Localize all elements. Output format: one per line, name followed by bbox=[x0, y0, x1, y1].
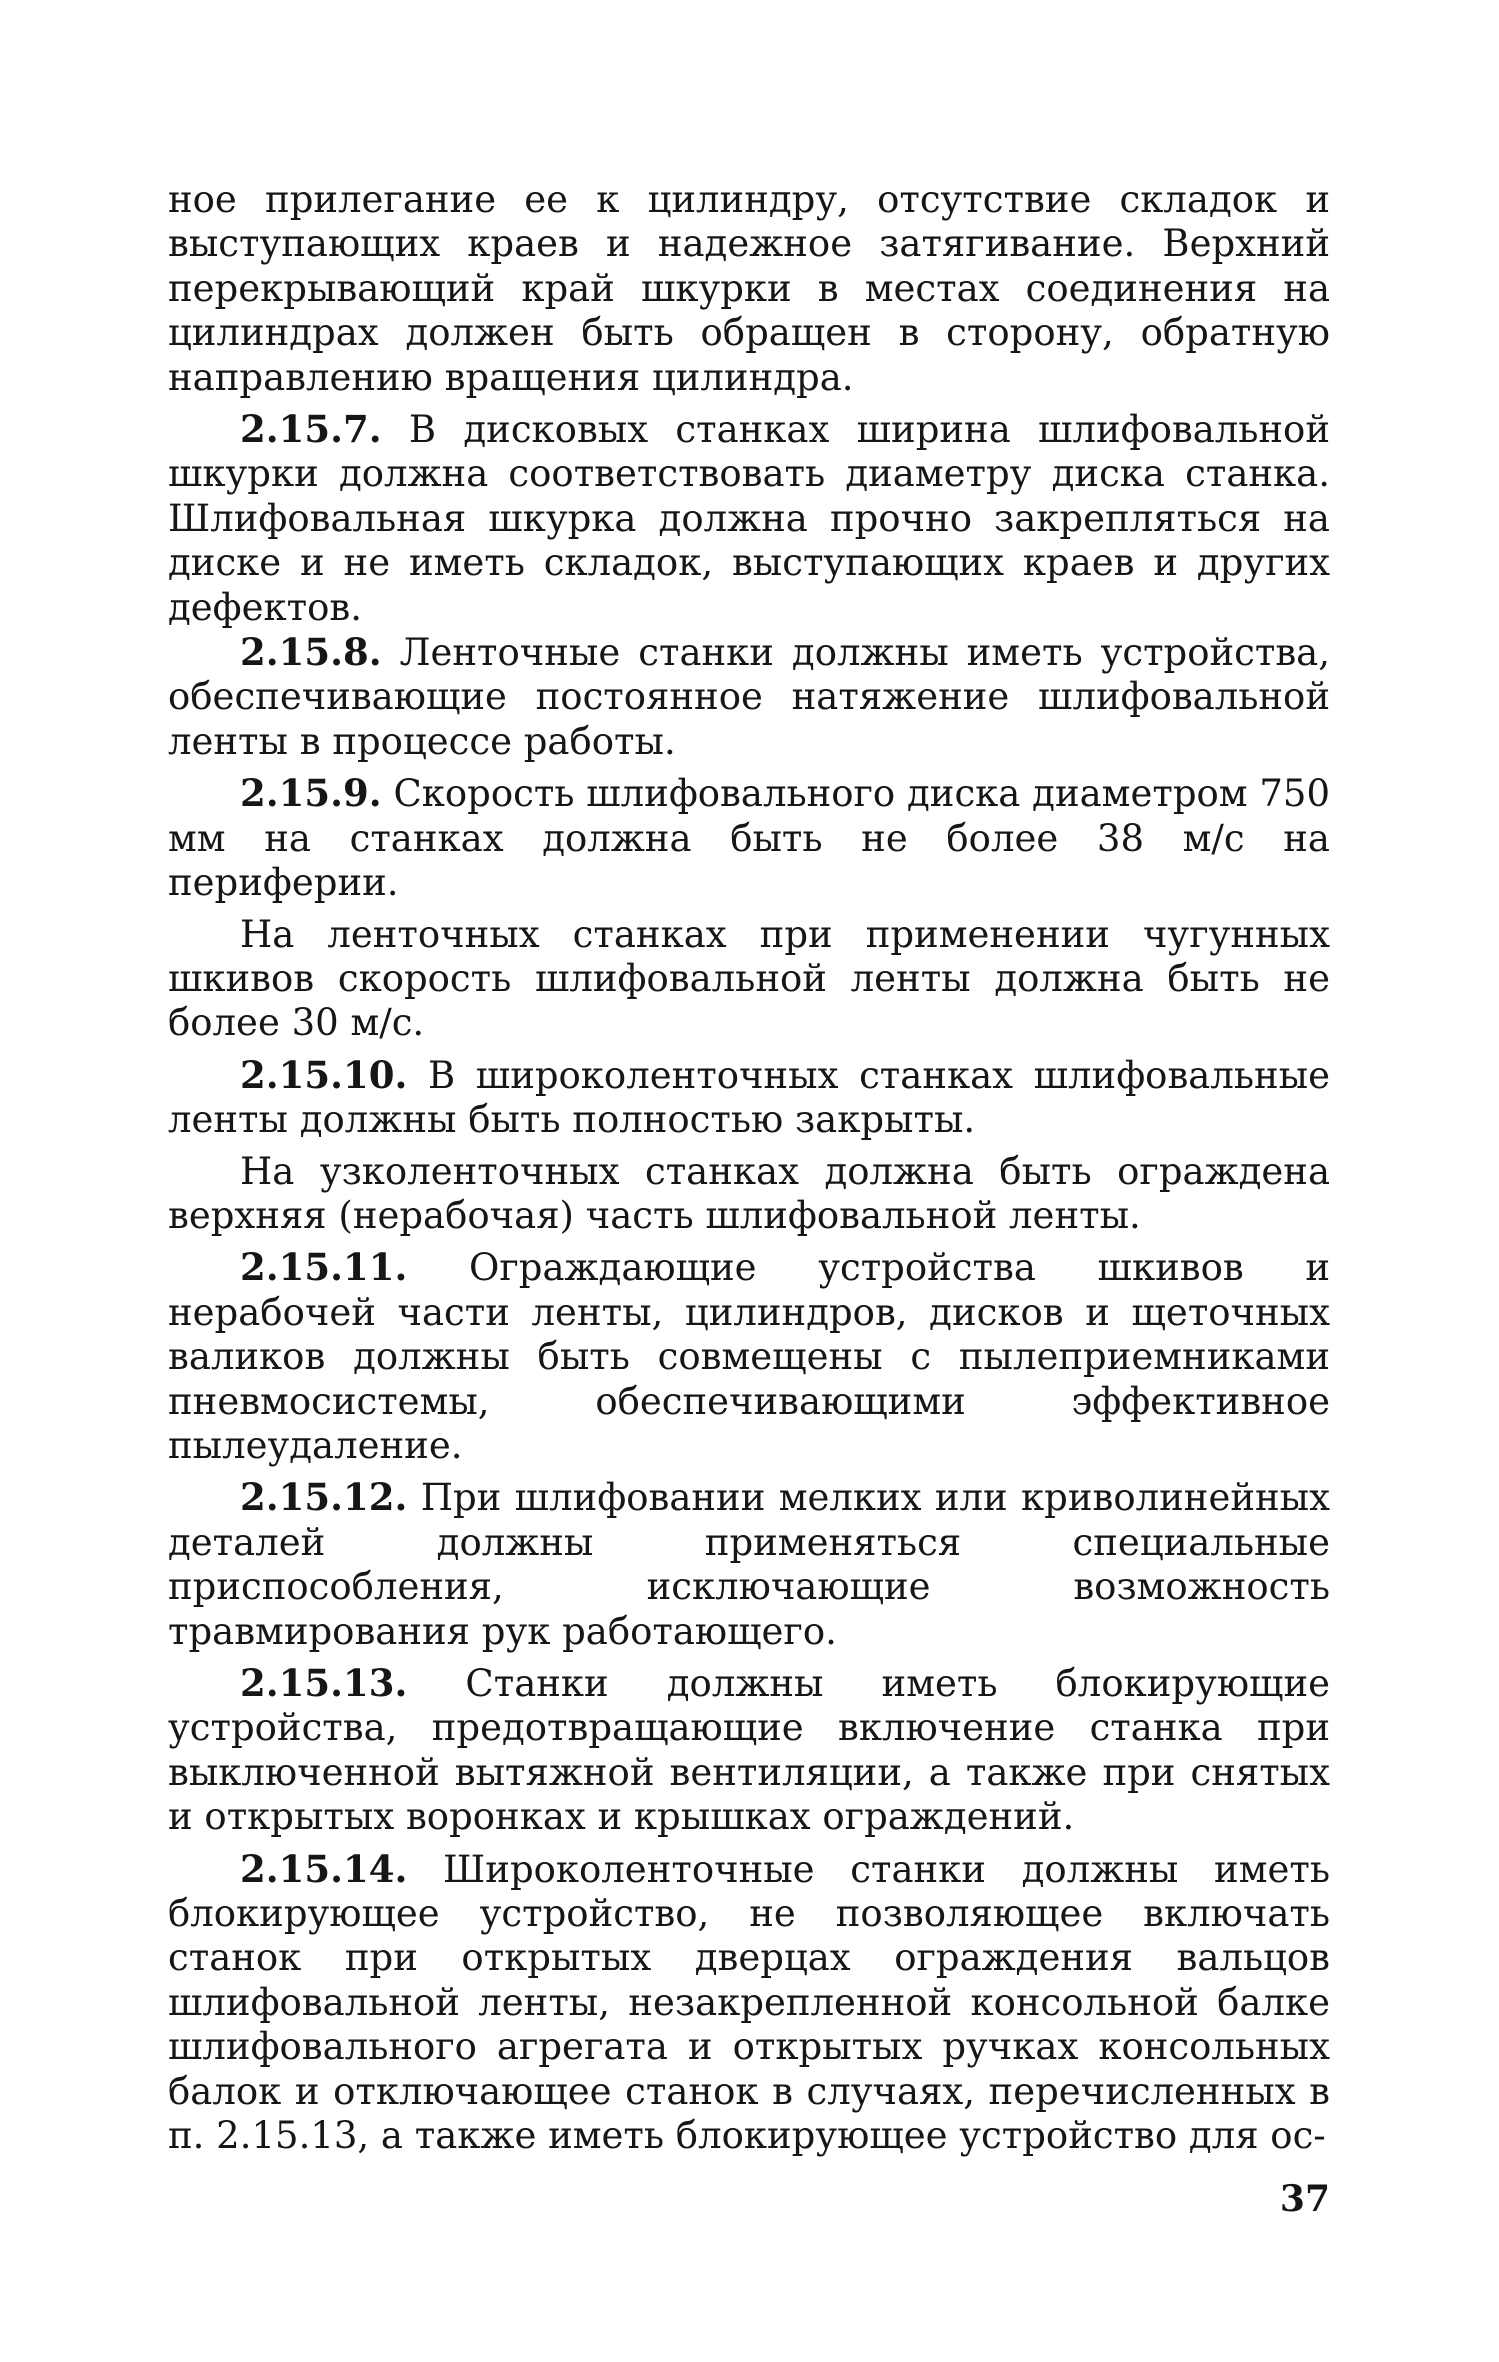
paragraph-text: Ограждающие устройства шкивов и нерабочей части ленты, цилиндров, дисков и щеточных валиков должны быть совмещены с пылеприемниками пневмосистемы, обеспечивающими эффективное пылеудаление. bbox=[168, 1246, 1330, 1467]
paragraph-text: ное прилегание ее к цилиндру, отсутствие складок и выступающих краев и надежное затягивание. Верхний перекрывающий край шкурки в местах соединения на цилиндрах должен быть обращен в сторону, обратную направлению вращения цилиндра. bbox=[168, 178, 1330, 399]
paragraph-number: 2.15.7. bbox=[240, 407, 382, 452]
paragraph-text: Станки должны иметь блокирующие устройства, предотвращающие включение станка при выключенной вытяжной вентиляции, а также при снятых и открытых воронках и крышках ограждений. bbox=[168, 1662, 1330, 1839]
paragraph-text: На узколенточных станках должна быть ограждена верхняя (нерабочая) часть шлифовальной ленты. bbox=[168, 1149, 1330, 1237]
paragraph-narrow-belt bbox=[168, 1150, 1330, 1239]
paragraph-text: При шлифовании мелких или криволинейных деталей должны применяться специальные приспособления, исключающие возможность травмирования рук работающего. bbox=[168, 1476, 1330, 1653]
paragraph-text: Ленточные станки должны иметь устройства, обеспечивающие постоянное натяжение шлифовальной ленты в процессе работы. bbox=[168, 631, 1330, 763]
paragraph-text: В широколенточных станках шлифовальные ленты должны быть полностью закрыты. bbox=[168, 1053, 1330, 1142]
paragraph-2-15-11 bbox=[168, 1245, 1330, 1468]
paragraph-2-15-10 bbox=[168, 1053, 1330, 1143]
paragraph-number: 2.15.13. bbox=[240, 1661, 408, 1705]
paragraph-text: Скорость шлифовального диска диаметром 750 мм на станках должна быть не более 38 м/с на периферии. bbox=[168, 772, 1330, 905]
paragraph-2-15-14 bbox=[168, 1847, 1330, 2159]
paragraph-number: 2.15.14. bbox=[240, 1846, 408, 1891]
paragraph-number: 2.15.8. bbox=[240, 630, 382, 675]
paragraph-text: Широколенточные станки должны иметь блокирующее устройство, не позволяющее включать станок при открытых дверцах ограждения вальцов шлифовальной ленты, незакрепленной консольной балке шлифовального агрегата и открытых ручках консольных балок и отключающее станок в случаях, перечисленных в п. 2.15.13, а также иметь блокирующее устройство для ос- bbox=[168, 1847, 1330, 2158]
paragraph-2-15-9 bbox=[168, 771, 1330, 905]
paragraph-number: 2.15.10. bbox=[240, 1052, 408, 1097]
paragraph-continuation bbox=[168, 178, 1330, 400]
paragraph-number: 2.15.9. bbox=[240, 771, 382, 816]
paragraph-2-15-12 bbox=[168, 1475, 1330, 1654]
text-column bbox=[168, 178, 1330, 2158]
paragraph-2-15-7 bbox=[168, 407, 1330, 630]
paragraph-text: На ленточных станках при применении чугунных шкивов скорость шлифовальной ленты должна быть не более 30 м/с. bbox=[168, 912, 1330, 1045]
paragraph-2-15-8 bbox=[168, 630, 1330, 764]
paragraph-number: 2.15.12. bbox=[240, 1475, 408, 1520]
paragraph-cast-iron-pulleys bbox=[168, 913, 1330, 1046]
paragraph-2-15-13 bbox=[168, 1661, 1330, 1840]
paragraph-text: В дисковых станках ширина шлифовальной шкурки должна соответствовать диаметру диска станка. Шлифовальная шкурка должна прочно закрепляться на диске и не иметь складок, выступающих краев и других дефектов. bbox=[168, 408, 1330, 629]
paragraph-number: 2.15.11. bbox=[240, 1245, 408, 1290]
page-number: 37 bbox=[1279, 2178, 1330, 2220]
